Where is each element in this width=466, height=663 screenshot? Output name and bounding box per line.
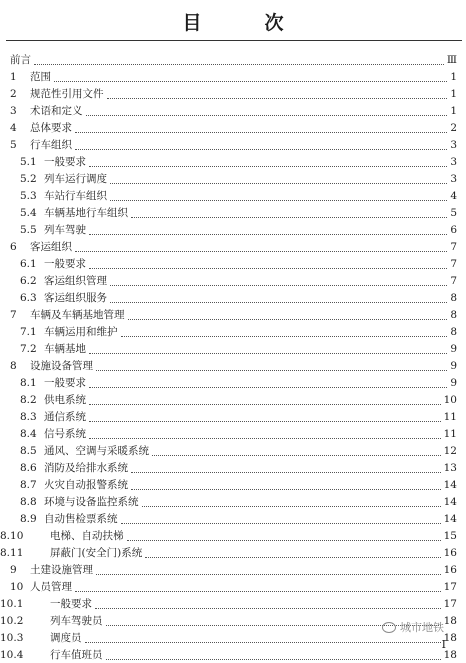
toc-entry-number: 8.7: [20, 479, 37, 491]
toc-entry-number: 6.3: [20, 292, 37, 304]
toc-leader-dots: [127, 524, 441, 541]
toc-leader-dots: [89, 337, 447, 354]
toc-entry-page: 14: [441, 494, 457, 510]
toc-leader-dots: [110, 167, 447, 184]
toc-entry-label: 通风、空调与采暖系统: [44, 443, 152, 459]
toc-entry-number: 6.1: [20, 258, 37, 270]
toc-entry-number: 10.3: [0, 632, 24, 644]
toc-entry-number: 10.2: [0, 615, 24, 627]
toc-entry-label: 一般要求: [44, 154, 89, 170]
toc-entry-label: 车辆及车辆基地管理: [30, 307, 128, 323]
toc-entry-page: 1: [447, 103, 457, 119]
toc-entry-page: 17: [441, 596, 457, 612]
toc-leader-dots: [89, 422, 441, 439]
toc-entry-number: 4: [10, 122, 17, 134]
toc-entry-label: 调度员: [50, 630, 85, 646]
toc-entry-number: 10.4: [0, 649, 24, 661]
toc-entry-label: 电梯、自动扶梯: [50, 528, 127, 544]
toc-leader-dots: [121, 320, 447, 337]
toc-entry-number: 7.2: [20, 343, 37, 355]
toc-entry-label: 供电系统: [44, 392, 89, 408]
toc-entry-page: 13: [441, 460, 457, 476]
toc-entry-label: 自动售检票系统: [44, 511, 121, 527]
toc-entry-label: 一般要求: [50, 596, 95, 612]
toc-entry-page: 14: [441, 511, 457, 527]
toc-entry-page: 11: [441, 409, 457, 425]
toc-entry-page: 5: [447, 205, 457, 221]
toc-entry-label: 列车驾驶员: [50, 613, 106, 629]
toc-entry-page: 8: [447, 290, 457, 306]
toc-entry-page: 4: [447, 188, 457, 204]
toc-leader-dots: [106, 643, 441, 660]
toc-leader-dots: [142, 490, 441, 507]
toc-leader-dots: [86, 99, 447, 116]
toc-leader-dots: [131, 456, 441, 473]
toc-entry-number: 10.1: [0, 598, 24, 610]
toc-leader-dots: [54, 65, 447, 82]
toc-entry-label: 信号系统: [44, 426, 89, 442]
toc-entry-number: 8.3: [20, 411, 37, 423]
toc-entry-page: 16: [441, 545, 457, 561]
toc-entry-label: 行车组织: [30, 137, 75, 153]
toc-entry-label: 一般要求: [44, 375, 89, 391]
toc-entry-number: 1: [10, 71, 17, 83]
toc-entry-label: 屏蔽门(安全门)系统: [50, 545, 145, 561]
toc-entry-page: Ⅲ: [444, 52, 457, 68]
toc-entry-label: 车辆运用和维护: [44, 324, 121, 340]
toc-entry-label: 消防及给排水系统: [44, 460, 131, 476]
toc-entry-label: 一般要求: [44, 256, 89, 272]
toc-entry-label: 环境与设备监控系统: [44, 494, 142, 510]
toc-entry-page: 2: [447, 120, 457, 136]
toc-leader-dots: [110, 184, 447, 201]
toc-entry-label: 设施设备管理: [30, 358, 96, 374]
toc-entry-label: 术语和定义: [30, 103, 86, 119]
watermark-text: 城市地铁: [400, 621, 444, 634]
page-title: 目 次: [182, 12, 306, 34]
toc-leader-dots: [96, 558, 441, 575]
toc-entry-number: 5.1: [20, 156, 37, 168]
toc-entry-label: 前言: [10, 52, 34, 68]
toc-entry-label: 客运组织管理: [44, 273, 110, 289]
toc-entry-number: 9: [10, 564, 17, 576]
toc-entry-page: 18: [441, 630, 457, 646]
toc-entry-page: 16: [441, 562, 457, 578]
toc-entry-page: 3: [447, 171, 457, 187]
toc-entry-page: 8: [447, 324, 457, 340]
toc-leader-dots: [110, 286, 447, 303]
toc-entry-page: 7: [447, 239, 457, 255]
toc-entry-label: 客运组织服务: [44, 290, 110, 306]
toc-entry-number: 7: [10, 309, 17, 321]
toc-entry-number: 6.2: [20, 275, 37, 287]
toc-entry-page: 8: [447, 307, 457, 323]
toc-entry-number: 2: [10, 88, 17, 100]
toc-entry-label: 行车值班员: [50, 647, 106, 663]
toc-entry-label: 土建设施管理: [30, 562, 96, 578]
toc-entry-page: 12: [441, 443, 457, 459]
watermark: [382, 619, 444, 635]
toc-entry-page: 9: [447, 375, 457, 391]
toc-entry-page: 11: [441, 426, 457, 442]
toc-leader-dots: [89, 218, 447, 235]
toc-entry-number: 10: [10, 581, 24, 593]
toc-entry[interactable]: [0, 647, 466, 663]
toc-entry-number: 8.10: [0, 530, 24, 542]
toc-entry-number: 5.2: [20, 173, 37, 185]
toc-entry-number: 8.4: [20, 428, 37, 440]
toc-leader-dots: [75, 235, 447, 252]
toc-entry-label: 车辆基地: [44, 341, 89, 357]
toc-entry-number: 5.5: [20, 224, 37, 236]
toc-entry-number: 5.3: [20, 190, 37, 202]
toc-leader-dots: [131, 473, 441, 490]
toc-entry-label: 范围: [30, 69, 54, 85]
toc-leader-dots: [89, 252, 447, 269]
toc-entry-page: 18: [441, 647, 457, 663]
toc-entry-label: 火灾自动报警系统: [44, 477, 131, 493]
toc-leader-dots: [145, 541, 441, 558]
toc-entry-label: 人员管理: [30, 579, 75, 595]
toc-entry-page: 1: [447, 69, 457, 85]
wechat-icon: [382, 622, 396, 633]
toc-entry-number: 8: [10, 360, 17, 372]
toc-leader-dots: [110, 269, 447, 286]
toc-entry-label: 列车运行调度: [44, 171, 110, 187]
toc-leader-dots: [75, 133, 447, 150]
toc-leader-dots: [89, 405, 441, 422]
toc-leader-dots: [95, 592, 441, 609]
toc-entry-number: 6: [10, 241, 17, 253]
toc-leader-dots: [121, 507, 441, 524]
toc-entry-number: 8.8: [20, 496, 37, 508]
toc-entry-number: 5: [10, 139, 17, 151]
title-rule: [6, 40, 462, 41]
toc-entry-page: 14: [441, 477, 457, 493]
toc-leader-dots: [128, 303, 447, 320]
toc-entry-label: 车辆基地行车组织: [44, 205, 131, 221]
toc-entry-number: 8.6: [20, 462, 37, 474]
toc-entry-number: 8.1: [20, 377, 37, 389]
toc-entry-page: 1: [447, 86, 457, 102]
toc-entry-number: 3: [10, 105, 17, 117]
toc-entry-page: 9: [447, 341, 457, 357]
toc-leader-dots: [96, 354, 447, 371]
toc-leader-dots: [131, 201, 447, 218]
toc-entry-page: 7: [447, 256, 457, 272]
toc-entry-number: 8.2: [20, 394, 37, 406]
toc-entry-number: 8.11: [0, 547, 24, 559]
toc-entry-page: 3: [447, 137, 457, 153]
toc-leader-dots: [89, 388, 441, 405]
toc-entry-label: 车站行车组织: [44, 188, 110, 204]
toc-leader-dots: [34, 48, 444, 65]
toc-entry-page: 3: [447, 154, 457, 170]
toc-entry-number: 7.1: [20, 326, 37, 338]
toc-entry-page: 18: [441, 613, 457, 629]
toc-entry-label: 总体要求: [30, 120, 75, 136]
toc-entry-page: 10: [441, 392, 457, 408]
page-number: I: [441, 638, 446, 651]
toc-entry-page: 17: [441, 579, 457, 595]
toc-leader-dots: [107, 82, 447, 99]
toc-entry-label: 列车驾驶: [44, 222, 89, 238]
toc-entry-number: 8.9: [20, 513, 37, 525]
toc-leader-dots: [89, 150, 447, 167]
toc-entry-number: 5.4: [20, 207, 37, 219]
toc-entry-label: 客运组织: [30, 239, 75, 255]
toc-leader-dots: [152, 439, 441, 456]
toc-entry-number: 8.5: [20, 445, 37, 457]
toc-entry-page: 9: [447, 358, 457, 374]
toc-leader-dots: [75, 116, 447, 133]
toc-leader-dots: [75, 575, 441, 592]
toc-entry-page: 6: [447, 222, 457, 238]
toc-entry-label: 通信系统: [44, 409, 89, 425]
toc-entry-label: 规范性引用文件: [30, 86, 107, 102]
toc-entry-page: 15: [441, 528, 457, 544]
toc-entry-page: 7: [447, 273, 457, 289]
toc-leader-dots: [89, 371, 447, 388]
